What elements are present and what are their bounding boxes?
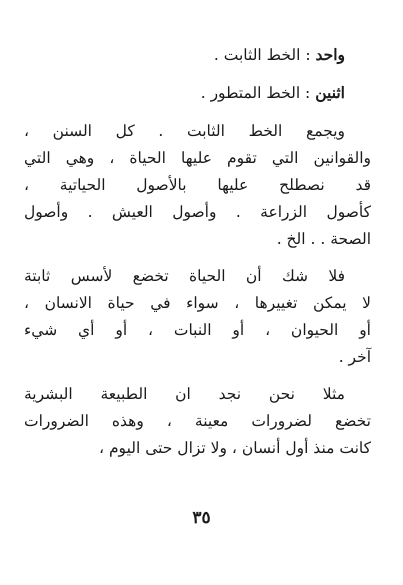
paragraph-line: والقوانين التي تقوم عليها الحياة ، وهي التي xyxy=(24,149,371,167)
item-label: واحد xyxy=(315,45,345,64)
paragraph-line: آخر . xyxy=(338,348,371,366)
paragraph-line: الصحة . . الخ . xyxy=(276,230,371,248)
paragraph-line: كأصول الزراعة . وأصول العيش . وأصول xyxy=(24,203,371,221)
document-page xyxy=(24,0,371,585)
item-text: : الخط الثابت . xyxy=(213,46,311,64)
paragraph-line: كانت منذ أول أنسان ، ولا تزال حتى اليوم ، xyxy=(99,439,371,457)
paragraph-line: ويجمع الخط الثابت . كل السنن ، xyxy=(24,122,345,140)
paragraph-line: قد نصطلح عليها بالأصول الحياتية ، xyxy=(24,176,371,194)
item-text: : الخط المتطور . xyxy=(200,84,311,102)
item-label: اثنين xyxy=(315,83,345,102)
paragraph-line: مثلا نحن نجد ان الطبيعة البشرية xyxy=(24,385,345,403)
paragraph-line: لا يمكن تغييرها ، سواء في حياة الانسان ، xyxy=(24,294,371,312)
paragraph-line: أو الحيوان ، أو النبات ، أو أي شيء xyxy=(24,321,371,339)
list-item xyxy=(24,80,371,106)
paragraph-line: فلا شك أن الحياة تخضع لأسس ثابتة xyxy=(24,267,345,285)
page-number: ٣٥ xyxy=(192,508,211,528)
list-item xyxy=(24,42,371,68)
paragraph-line: تخضع لضرورات معينة ، وهذه الضرورات xyxy=(24,412,371,430)
